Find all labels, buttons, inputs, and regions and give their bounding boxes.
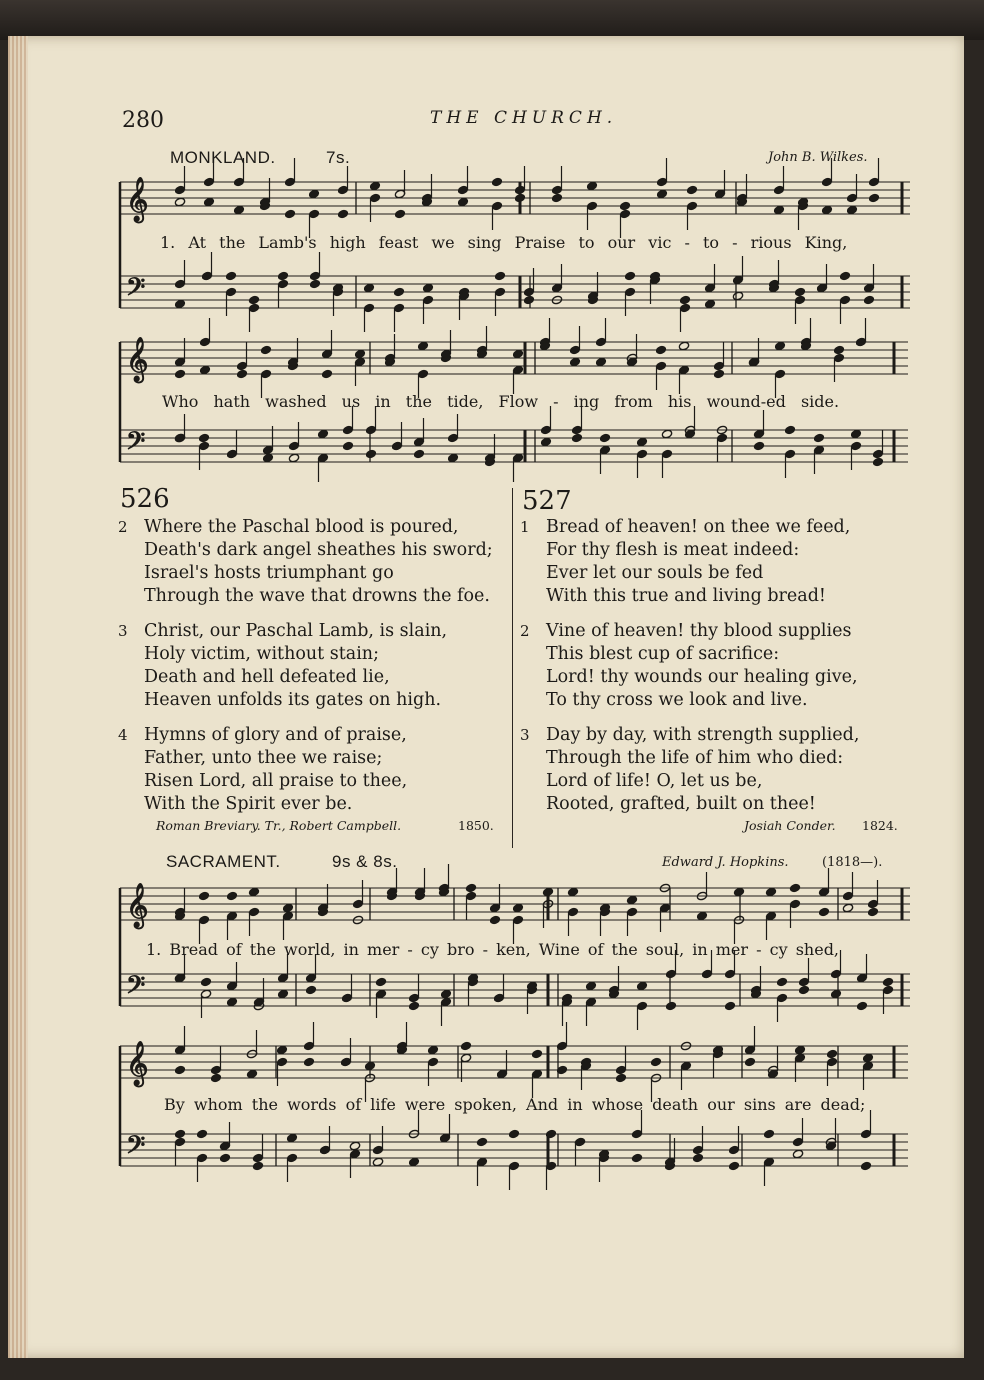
tune1-lyrics-line1: 1. At the Lamb's high feast we sing Praise to our vic - to - rious King, (160, 233, 848, 252)
hymn-526-year: 1850. (458, 818, 494, 833)
verse-line: For thy flesh is meat indeed: (546, 540, 800, 560)
svg-text:𝄞: 𝄞 (126, 883, 149, 927)
verse-line: Through the life of him who died: (546, 748, 844, 768)
hymn-526-credit: Roman Breviary. Tr., Robert Campbell. (156, 818, 402, 833)
tune1-lyrics-line2: Who hath washed us in the tide, Flow - ing from his wound-ed side. (162, 392, 840, 411)
verse-line: Israel's hosts triumphant go (144, 563, 394, 583)
verse-number: 2 (118, 518, 128, 536)
hymn-527-verse-3 (520, 724, 860, 816)
verse-line: Hymns of glory and of praise, (144, 725, 407, 745)
verse-line: Bread of heaven! on thee we feed, (546, 517, 851, 537)
hymn-526-verse-2 (118, 516, 493, 608)
hymn-527-number: 527 (522, 486, 572, 516)
hymn-527-year: 1824. (862, 818, 898, 833)
verse-line: Death's dark angel sheathes his sword; (144, 540, 493, 560)
svg-text:𝄞: 𝄞 (126, 1041, 149, 1085)
tune2-lyrics-line2: By whom the words of life were spoken, And in whose death our sins are dead; (164, 1095, 866, 1114)
page-number: 280 (122, 108, 164, 133)
running-head: THE CHURCH. (430, 108, 618, 128)
verse-line: Ever let our souls be fed (546, 563, 764, 583)
tune1-name: MONKLAND. (170, 148, 276, 167)
verse-line: With this true and living bread! (546, 586, 826, 606)
svg-text:𝄞: 𝄞 (126, 337, 149, 381)
verse-line: Lord of life! O, let us be, (546, 771, 763, 791)
svg-text:𝄢: 𝄢 (126, 971, 146, 1006)
svg-text:𝄢: 𝄢 (126, 427, 146, 462)
tune2-meter: 9s & 8s. (332, 852, 398, 871)
column-divider (512, 488, 513, 848)
verse-line: Day by day, with strength supplied, (546, 725, 860, 745)
verse-number: 4 (118, 726, 128, 744)
verse-line: Lord! thy wounds our healing give, (546, 667, 858, 687)
hymn-527-verse-1 (520, 516, 851, 608)
verse-number: 1 (520, 518, 530, 536)
tune2-lyrics-line1: 1. Bread of the world, in mer - cy bro - ken, Wine of the soul, in mer - cy shed, (146, 940, 840, 959)
svg-text:𝄢: 𝄢 (126, 1131, 146, 1166)
verse-line: Christ, our Paschal Lamb, is slain, (144, 621, 448, 641)
tune1-meter: 7s. (326, 148, 351, 167)
verse-line: Father, unto thee we raise; (144, 748, 383, 768)
hymn-527-credit: Josiah Conder. (744, 818, 836, 833)
tune2-name: SACRAMENT. (166, 852, 281, 871)
hymn-526-verse-4 (118, 724, 408, 816)
verse-line: Rooted, grafted, built on thee! (546, 794, 816, 814)
verse-line: Heaven unfolds its gates on high. (144, 690, 442, 710)
verse-line: Holy victim, without stain; (144, 644, 379, 664)
tune2-composer: Edward J. Hopkins. (662, 855, 789, 870)
verse-number: 2 (520, 622, 530, 640)
hymn-526-number: 526 (120, 484, 170, 514)
verse-line: Vine of heaven! thy blood supplies (546, 621, 852, 641)
verse-line: To thy cross we look and live. (546, 690, 808, 710)
verse-number: 3 (520, 726, 530, 744)
verse-line: Death and hell defeated lie, (144, 667, 390, 687)
verse-line: With the Spirit ever be. (144, 794, 353, 814)
verse-line: Through the wave that drowns the foe. (144, 586, 490, 606)
svg-text:𝄞: 𝄞 (126, 177, 149, 221)
hymn-526-verse-3 (118, 620, 448, 712)
verse-line: Where the Paschal blood is poured, (144, 517, 459, 537)
hymn-527-verse-2 (520, 620, 858, 712)
tune1-composer: John B. Wilkes. (768, 150, 868, 165)
verse-number: 3 (118, 622, 128, 640)
verse-line: This blest cup of sacrifice: (546, 644, 780, 664)
verse-line: Risen Lord, all praise to thee, (144, 771, 408, 791)
tune2-composer-dates: (1818—). (822, 855, 883, 870)
svg-text:𝄢: 𝄢 (126, 273, 146, 308)
